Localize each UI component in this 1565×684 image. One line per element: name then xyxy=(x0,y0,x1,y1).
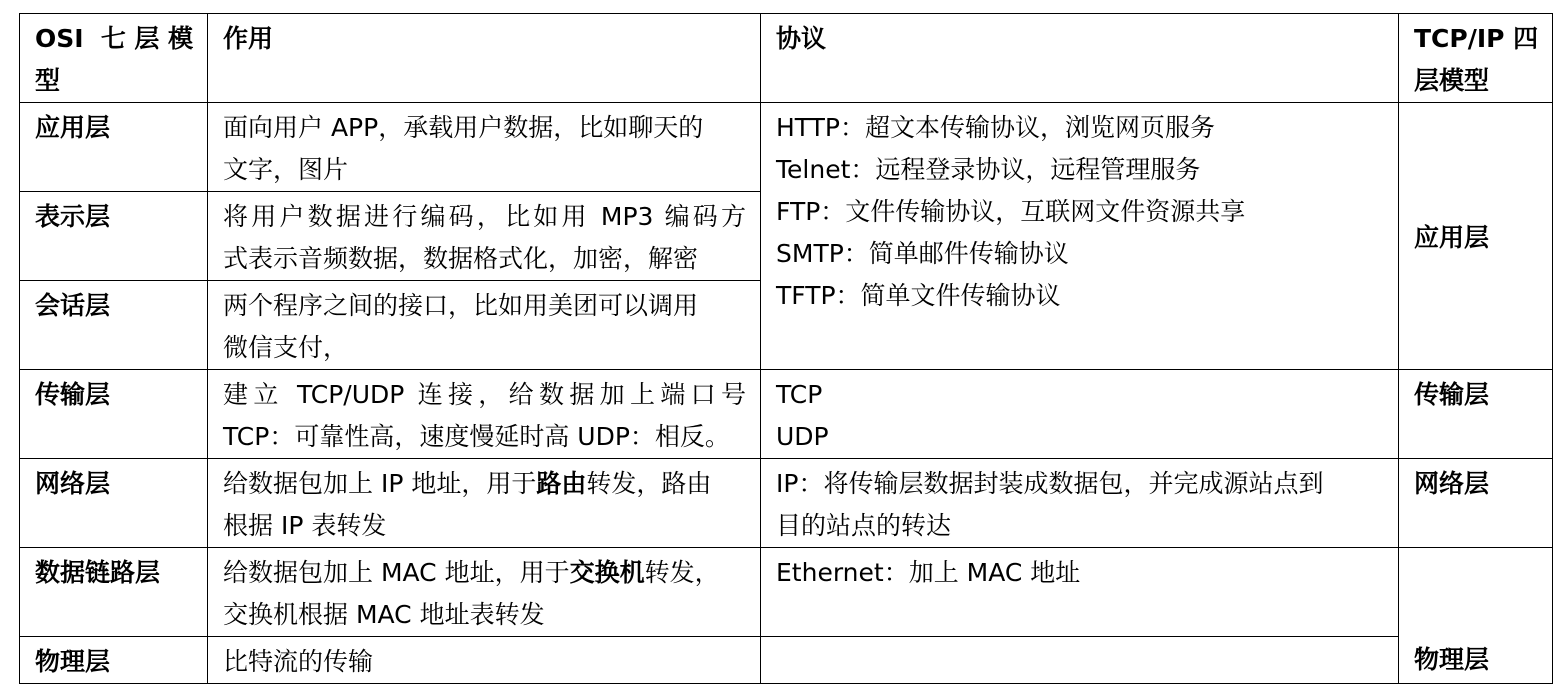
role-line xyxy=(223,463,760,505)
protocol-item: Ethernet：加上 MAC 地址 xyxy=(776,558,1081,587)
osi-layer-name: 表示层 xyxy=(20,192,208,281)
role-line xyxy=(223,552,760,594)
role-line: 根据 IP 表转发 xyxy=(223,511,387,540)
protocols-physical-cell xyxy=(761,637,1399,684)
header-osi-line2: 型 xyxy=(35,66,61,95)
table-header-row xyxy=(20,14,1553,103)
osi-layer-role xyxy=(208,548,761,637)
protocol-item: SMTP：简单邮件传输协议 xyxy=(776,239,1069,268)
protocol-item: HTTP：超文本传输协议，浏览网页服务 xyxy=(776,113,1215,142)
role-line: 文字，图片 xyxy=(223,155,349,184)
table-row xyxy=(20,459,1553,548)
osi-layer-name: 会话层 xyxy=(20,281,208,370)
protocols-datalink-cell xyxy=(761,548,1399,637)
role-line: 建立 TCP/UDP 连接，给数据加上端口号 xyxy=(223,380,746,409)
header-osi-line1: OSI 七层模 xyxy=(35,24,193,53)
role-line: 交换机根据 MAC 地址表转发 xyxy=(223,600,545,629)
role-line: 将用户数据进行编码，比如用 MP3 编码方 xyxy=(223,202,746,231)
tcpip-network-layer: 网络层 xyxy=(1399,459,1553,548)
role-line: 式表示音频数据，数据格式化，加密，解密 xyxy=(223,244,699,273)
osi-layer-name: 网络层 xyxy=(20,459,208,548)
protocol-item: Telnet：远程登录协议，远程管理服务 xyxy=(776,155,1201,184)
header-protocol: 协议 xyxy=(761,14,1399,103)
osi-layer-role xyxy=(208,459,761,548)
osi-layer-role xyxy=(208,281,761,370)
role-text-bold: 路由 xyxy=(536,469,587,498)
protocol-item: FTP：文件传输协议，互联网文件资源共享 xyxy=(776,197,1246,226)
osi-layer-name: 物理层 xyxy=(20,637,208,684)
role-line: 微信支付， xyxy=(223,333,349,362)
role-text: 转发， xyxy=(644,558,720,587)
table-row xyxy=(20,370,1553,459)
header-osi-model xyxy=(20,14,208,103)
role-text-bold: 交换机 xyxy=(569,558,645,587)
table-row xyxy=(20,637,1553,684)
osi-layer-role xyxy=(208,192,761,281)
header-role: 作用 xyxy=(208,14,761,103)
header-tcpip-line2: 层模型 xyxy=(1414,66,1490,95)
protocols-transport-cell xyxy=(761,370,1399,459)
tcpip-transport-layer: 传输层 xyxy=(1399,370,1553,459)
tcpip-application-layer: 应用层 xyxy=(1399,103,1553,370)
osi-layer-name: 传输层 xyxy=(20,370,208,459)
role-line: 面向用户 APP，承载用户数据，比如聊天的 xyxy=(223,113,704,142)
protocols-network-cell xyxy=(761,459,1399,548)
header-tcpip-line1: TCP/IP 四 xyxy=(1414,24,1539,53)
table-row xyxy=(20,103,1553,192)
role-line: 两个程序之间的接口，比如用美团可以调用 xyxy=(223,291,699,320)
tcpip-physical-layer: 物理层 xyxy=(1399,548,1553,684)
protocol-item: 目的站点的转达 xyxy=(776,511,952,540)
protocols-upper-cell xyxy=(761,103,1399,370)
role-line: 比特流的传输 xyxy=(223,647,374,676)
role-text: 转发，路由 xyxy=(586,469,712,498)
osi-layer-role xyxy=(208,370,761,459)
protocol-item: UDP xyxy=(776,422,829,451)
role-line: TCP：可靠性高，速度慢延时高 UDP：相反。 xyxy=(223,422,730,451)
table-row xyxy=(20,548,1553,637)
osi-layer-name: 数据链路层 xyxy=(20,548,208,637)
role-text: 给数据包加上 IP 地址，用于 xyxy=(223,469,537,498)
protocol-item: TCP xyxy=(776,380,823,409)
osi-model-table xyxy=(19,13,1553,684)
protocol-item: TFTP：简单文件传输协议 xyxy=(776,281,1061,310)
osi-layer-role xyxy=(208,637,761,684)
osi-layer-name: 应用层 xyxy=(20,103,208,192)
osi-layer-role xyxy=(208,103,761,192)
header-tcpip-model xyxy=(1399,14,1553,103)
role-text: 给数据包加上 MAC 地址，用于 xyxy=(223,558,570,587)
protocol-item: IP：将传输层数据封装成数据包，并完成源站点到 xyxy=(776,469,1324,498)
